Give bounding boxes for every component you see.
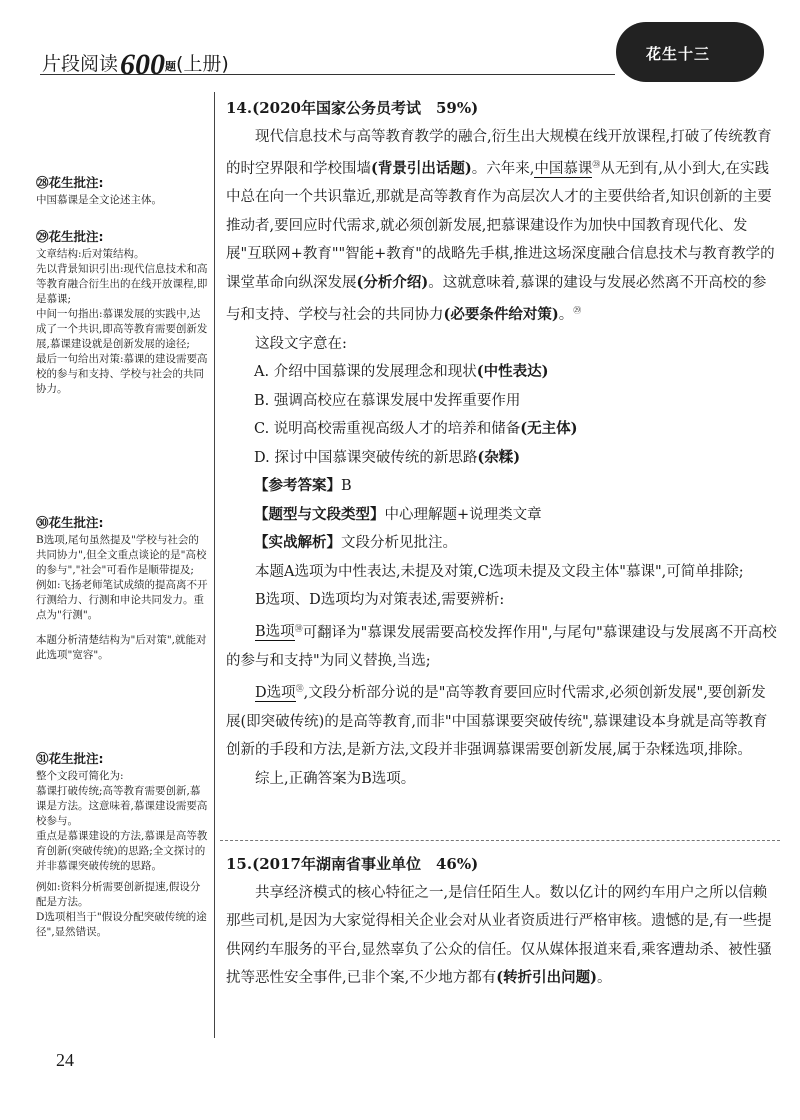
question-14-stem: 这段文字意在: [255, 335, 347, 352]
option-b-text: B. 强调高校应在慕课发展中发挥重要作用 [254, 392, 521, 409]
analysis [226, 529, 780, 558]
page-header [0, 0, 800, 88]
question-15-head: 15.(2017年湖南省事业单位 46%) [226, 855, 479, 873]
analysis-value: 文段分析见批注。 [341, 535, 457, 552]
question-type [226, 501, 780, 530]
note-31-line: 例如:资料分析需要创新提速,假设分配是方法。 [36, 881, 201, 908]
passage-text: 。 [596, 970, 612, 986]
passage-text: 从无到有,从小到大,在实践中总在向一个共识靠近,那就是高等教育作为高层次人才的主要供给者,知识创新的主要推动者,要回应时代需求,就必须创新发展,把慕课建设作为加快中国教育现代化、发展"互联网+教育""智能+教育"的战略先手棋,推进这场深度融合信息技术与教育教学的课堂革命向纵深发展 [226, 160, 775, 291]
analysis-label: 【实战解析】 [254, 534, 341, 552]
option-c [226, 415, 780, 444]
note-29-line: 中间一句指出:慕课发展的实践中,达成了一个共识,即高等教育需要创新发展,慕课建设就是创新发展的途径; [36, 308, 208, 350]
option-c-tag: (无主体) [520, 420, 578, 438]
note-29 [36, 228, 208, 397]
book-ti: 题 [165, 60, 177, 73]
explanation-5: 综上,正确答案为B选项。 [255, 770, 416, 787]
question-14-head: 14.(2020年国家公务员考试 59%) [226, 99, 479, 117]
note-28 [36, 174, 208, 208]
note-ref-30: ㉚ [294, 623, 303, 633]
book-title-text: 片段阅读 [42, 53, 119, 75]
explanation-1: 本题A选项为中性表达,未提及对策,C选项未提及文段主体"慕课",可简单排除; [255, 563, 744, 580]
question-15 [226, 850, 780, 993]
note-30 [36, 514, 208, 663]
question-15-passage [226, 879, 780, 993]
type-value: 中心理解题+说理类文章 [384, 506, 542, 523]
passage-text: 。六年来, [471, 160, 535, 177]
option-c-text: C. 说明高校需重视高级人才的培养和储备 [254, 421, 521, 438]
note-ref-29: ㉙ [573, 306, 582, 316]
option-d-text: D. 探讨中国慕课突破传统的新思路 [254, 449, 478, 466]
passage-text: 。 [558, 307, 574, 324]
option-a-text: A. 介绍中国慕课的发展理念和现状 [254, 364, 477, 381]
note-29-line: 文章结构:后对策结构。 [36, 248, 145, 260]
type-label: 【题型与文段类型】 [254, 505, 385, 523]
header-rule [40, 74, 615, 75]
note-31-title: ㉛花生批注: [36, 751, 104, 766]
passage-tag: (分析介绍) [356, 273, 429, 291]
book-volume: (上册) [176, 53, 229, 75]
option-a [226, 358, 780, 387]
explanation-text: ,文段分析部分说的是"高等教育要回应时代需求,必须创新发展",要创新发展(即突破传统)的是高等教育,而非"中国慕课要突破传统",慕课建设本身就是高等教育创新的手段和方法,是新方法,文段并非强调慕课需要创新发展,属于杂糅选项,排除。 [226, 685, 768, 759]
option-d-ref: D选项 [255, 685, 296, 702]
passage-text: 。这就意味着,慕课的建设与发展必然离不开高校的参与和支持、学校与社会的共同协力 [226, 274, 767, 324]
note-31-line: 重点是慕课建设的方法,慕课是高等教育创新(突破传统)的思路;全文探讨的并非慕课突破传统的思路。 [36, 830, 208, 872]
note-31 [36, 750, 208, 940]
note-30-title: ㉚花生批注: [36, 515, 104, 530]
explanation-2: B选项、D选项均为对策表述,需要辨析: [255, 592, 505, 609]
note-30-line: 本题分析清楚结构为"后对策",就能对此选项"宽容"。 [36, 634, 207, 661]
option-a-tag: (中性表达) [476, 363, 549, 381]
note-28-body: 中国慕课是全文论述主体。 [36, 194, 162, 206]
option-b [226, 387, 780, 416]
explanation-text: 可翻译为"慕课发展需要高校发挥作用",与尾句"慕课建设与发展离不开高校的参与和支持"为同义替换,当选; [226, 624, 777, 669]
note-30-line: 例如:飞扬老师笔试成绩的提高离不开行测给力、行测和申论共同发力。重点为"行测"。 [36, 579, 208, 621]
page-number: 24 [56, 1050, 74, 1070]
note-ref-31: ㉛ [295, 684, 304, 694]
option-d [226, 444, 780, 473]
column-divider [214, 92, 215, 1038]
logo-text: 花生十三 [646, 45, 711, 63]
note-29-line: 先以背景知识引出:现代信息技术和高等教育融合衍生出的在线开放课程,即是慕课; [36, 263, 208, 305]
brand-logo [616, 22, 764, 82]
answer-label: 【参考答案】 [254, 477, 341, 495]
note-30-line: B选项,尾句虽然提及"学校与社会的共同协力",但全文重点谈论的是"高校的参与","社会"可看作是顺带提及; [36, 534, 207, 576]
passage-tag: (转折引出问题) [496, 969, 597, 986]
book-title [42, 48, 229, 82]
reference-answer [226, 472, 780, 501]
answer-value: B [341, 478, 352, 495]
note-31-line: 慕课打破传统;高等教育需要创新,慕课是方法。这意味着,慕课建设需要高校参与。 [36, 785, 208, 827]
mooc-term: 中国慕课 [534, 160, 593, 177]
passage-tag: (必要条件给对策) [443, 306, 559, 324]
note-28-title: ㉘花生批注: [36, 175, 104, 190]
question-divider [220, 840, 780, 841]
explanation-4 [226, 675, 780, 764]
question-14-passage [226, 123, 780, 330]
option-d-tag: (杂糅) [477, 448, 521, 466]
passage-text: 共享经济模式的核心特征之一,是信任陌生人。数以亿计的网约车用户之所以信赖那些司机,是因为大家觉得相关企业会对从业者资质进行严格审核。遗憾的是,有一些提供网约车服务的平台,显然辜负了公众的信任。仅从媒体报道来看,乘客遭劫杀、被性骚扰等恶性安全事件,已非个案,不少地方都有 [226, 884, 772, 986]
explanation-3 [226, 615, 780, 676]
option-b-ref: B选项 [255, 624, 295, 641]
book-number: 600 [120, 48, 166, 81]
passage-tag: (背景引出话题) [371, 159, 472, 177]
note-31-line: D选项相当于"假设分配突破传统的途径",显然错误。 [36, 911, 207, 938]
note-ref-28: ㉘ [592, 160, 601, 169]
note-29-line: 最后一句给出对策:慕课的建设需要高校的参与和支持、学校与社会的共同协力。 [36, 353, 208, 395]
note-29-title: ㉙花生批注: [36, 229, 104, 244]
question-14 [226, 94, 780, 793]
passage-text: 现代信息技术与高等教育教学的融合,衍生出大规模在线开放课程,打破了传统教育的时空界限和学校围墙 [226, 128, 772, 177]
note-31-line: 整个文段可简化为: [36, 770, 124, 782]
